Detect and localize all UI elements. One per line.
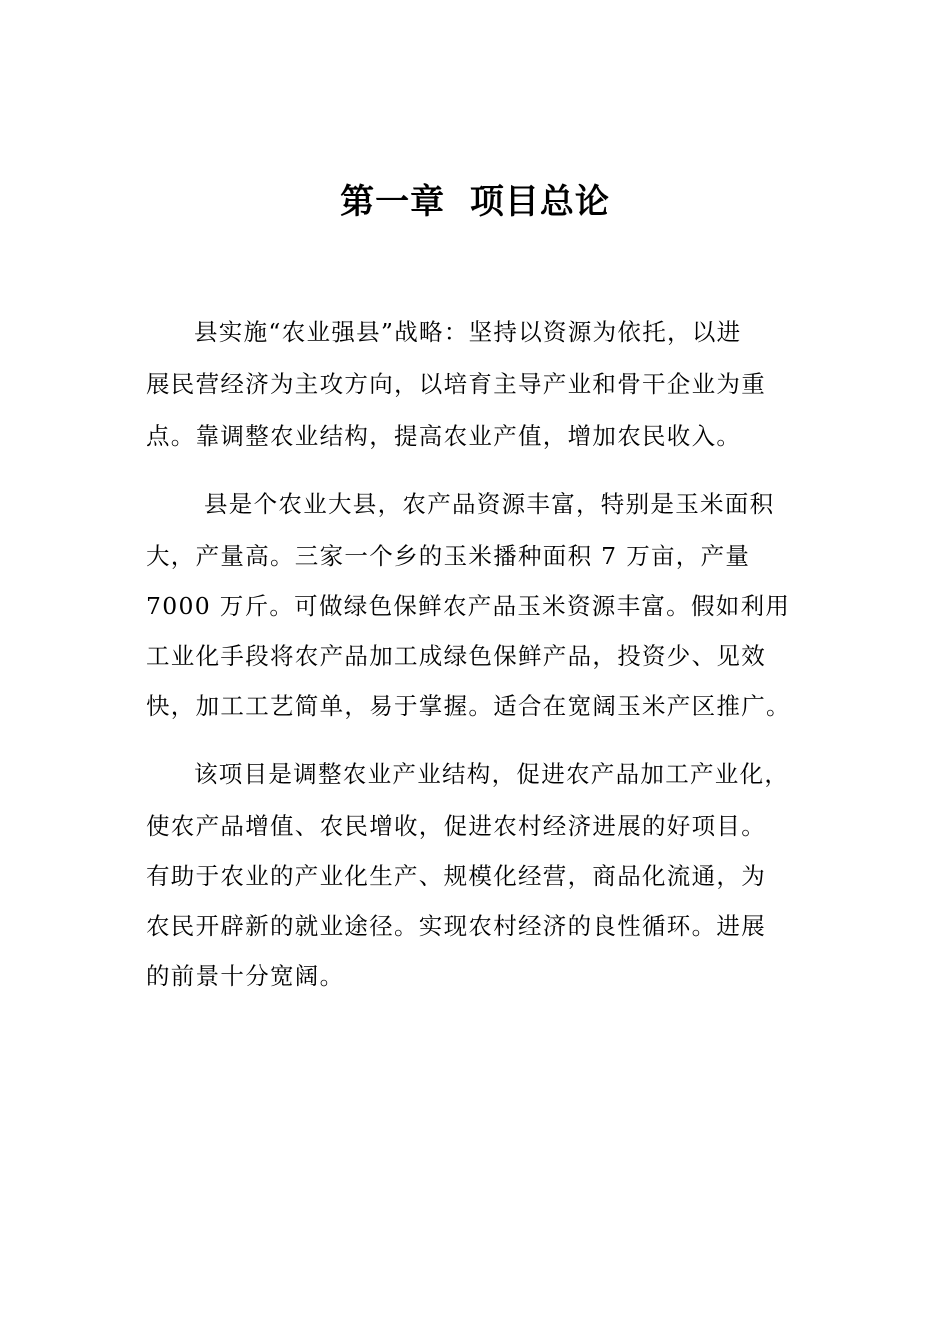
chapter-title: 第一章 项目总论 [340,182,610,222]
paragraph-1-line-3: 点。靠调整农业结构，提高农业产值，增加农民收入。 [146,422,742,450]
paragraph-2-line-4: 工业化手段将农产品加工成绿色保鲜产品，投资少、见效 [146,642,766,670]
paragraph-1-line-2: 展民营经济为主攻方向，以培育主导产业和骨干企业为重 [146,370,766,398]
paragraph-1-line-1: 县实施“农业强县”战略：坚持以资源为依托，以进 [194,318,742,346]
paragraph-2-line-1: 县是个农业大县，农产品资源丰富，特别是玉米面积 [204,490,775,518]
paragraph-2-line-3: 7000 万斤。可做绿色保鲜农产品玉米资源丰富。假如利用 [146,592,791,620]
paragraph-2-line-5: 快，加工工艺简单，易于掌握。适合在宽阔玉米产区推广。 [146,692,791,720]
paragraph-3-line-5: 的前景十分宽阔。 [146,962,345,990]
paragraph-2-line-2: 大，产量高。三家一个乡的玉米播种面积 7 万亩，产量 [146,542,751,570]
paragraph-3-line-4: 农民开辟新的就业途径。实现农村经济的良性循环。进展 [146,912,766,940]
paragraph-3-line-1: 该项目是调整农业产业结构，促进农产品加工产业化， [194,760,790,788]
paragraph-3-line-3: 有助于农业的产业化生产、规模化经营，商品化流通，为 [146,862,766,890]
paragraph-3-line-2: 使农产品增值、农民增收，促进农村经济进展的好项目。 [146,812,766,840]
